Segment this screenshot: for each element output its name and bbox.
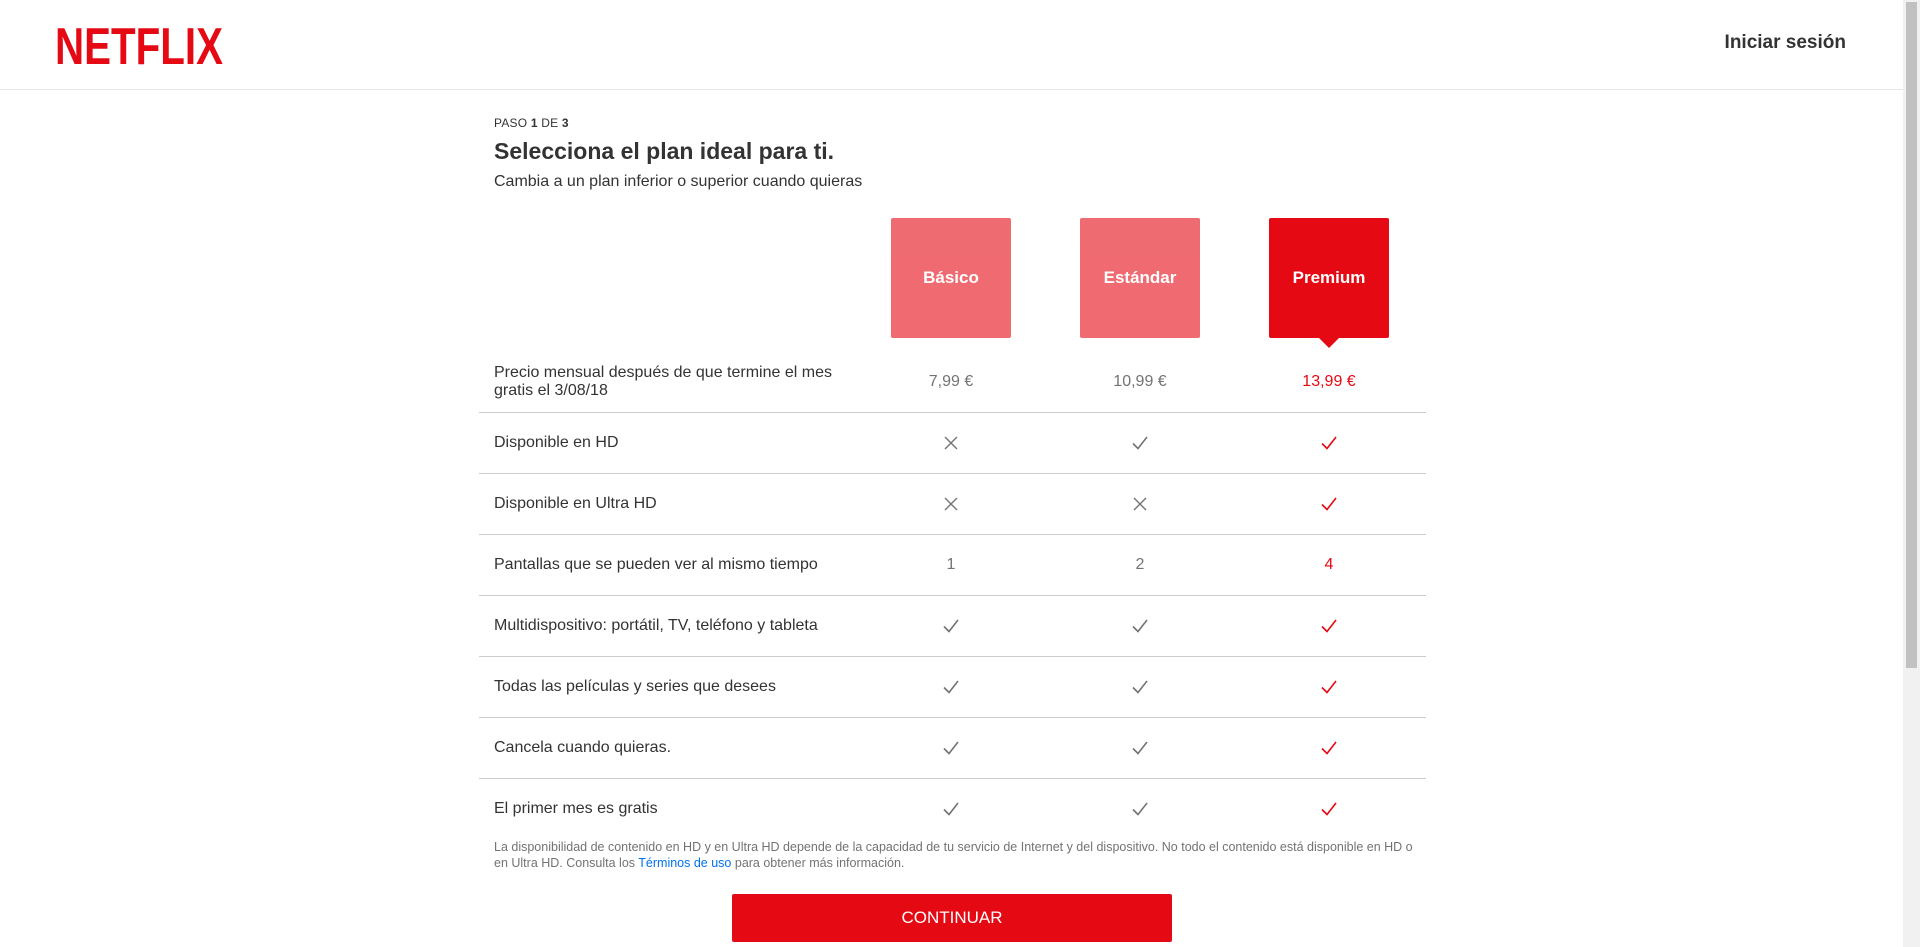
- table-row: [479, 596, 1426, 657]
- table-row: [479, 779, 1426, 839]
- page-scrollbar[interactable]: [1903, 0, 1920, 947]
- plan-premium-button[interactable]: Premium: [1269, 218, 1389, 338]
- cross-icon: [891, 413, 1011, 473]
- check-icon: [1080, 779, 1200, 839]
- disclaimer-text: La disponibilidad de contenido en HD y en Ultra HD depende de la capacidad de tu servicio de Internet y del dispositivo. No todo el contenido está disponible en HD o en Ultra HD. Consulta los Términos de uso para obtener más información.: [494, 840, 1413, 870]
- scrollbar-thumb[interactable]: [1906, 2, 1917, 668]
- check-icon: [891, 657, 1011, 717]
- check-icon: [1269, 779, 1389, 839]
- feature-value: 13,99 €: [1302, 373, 1356, 390]
- check-icon: [891, 718, 1011, 778]
- check-icon: [1080, 596, 1200, 656]
- feature-label: Cancela cuando quieras.: [494, 738, 672, 756]
- feature-value: 7,99 €: [928, 373, 974, 390]
- check-icon: [891, 779, 1011, 839]
- plan-basic-button[interactable]: Básico: [891, 218, 1011, 338]
- terms-of-use-link[interactable]: Términos de uso: [638, 855, 732, 870]
- table-row: [479, 352, 1426, 413]
- site-header: [0, 0, 1903, 90]
- table-row: [479, 474, 1426, 535]
- sign-in-link[interactable]: Iniciar sesión: [1724, 32, 1846, 53]
- feature-value: 10,99 €: [1113, 373, 1167, 390]
- feature-value: 4: [1324, 556, 1334, 573]
- check-icon: [1269, 413, 1389, 473]
- feature-label: Disponible en HD: [494, 433, 619, 451]
- continue-button[interactable]: CONTINUAR: [732, 894, 1172, 942]
- check-icon: [1269, 718, 1389, 778]
- check-icon: [891, 596, 1011, 656]
- check-icon: [1080, 718, 1200, 778]
- svg-text:NETFLIX: NETFLIX: [55, 18, 224, 76]
- step-indicator: PASO 1 DE 3: [494, 116, 569, 130]
- table-row: [479, 535, 1426, 596]
- feature-label: Disponible en Ultra HD: [494, 494, 657, 512]
- feature-value: 1: [946, 556, 956, 573]
- table-row: [479, 718, 1426, 779]
- table-row: [479, 413, 1426, 474]
- page-title: Selecciona el plan ideal para ti.: [494, 138, 835, 164]
- check-icon: [1269, 474, 1389, 534]
- feature-value: 2: [1135, 556, 1145, 573]
- cross-icon: [891, 474, 1011, 534]
- cross-icon: [1080, 474, 1200, 534]
- netflix-logo[interactable]: [55, 18, 225, 76]
- feature-label: Precio mensual después de que termine el mes gratis el 3/08/18: [494, 363, 832, 399]
- check-icon: [1080, 413, 1200, 473]
- feature-label: El primer mes es gratis: [494, 799, 658, 817]
- plan-standard-button[interactable]: Estándar: [1080, 218, 1200, 338]
- table-row: [479, 657, 1426, 718]
- feature-label: Todas las películas y series que desees: [494, 677, 776, 695]
- check-icon: [1269, 596, 1389, 656]
- check-icon: [1269, 657, 1389, 717]
- page-subtitle: Cambia a un plan inferior o superior cuando quieras: [494, 173, 863, 190]
- check-icon: [1080, 657, 1200, 717]
- feature-label: Pantallas que se pueden ver al mismo tiempo: [494, 555, 818, 573]
- feature-label: Multidispositivo: portátil, TV, teléfono y tableta: [494, 616, 818, 634]
- plan-comparison-table: [479, 352, 1426, 839]
